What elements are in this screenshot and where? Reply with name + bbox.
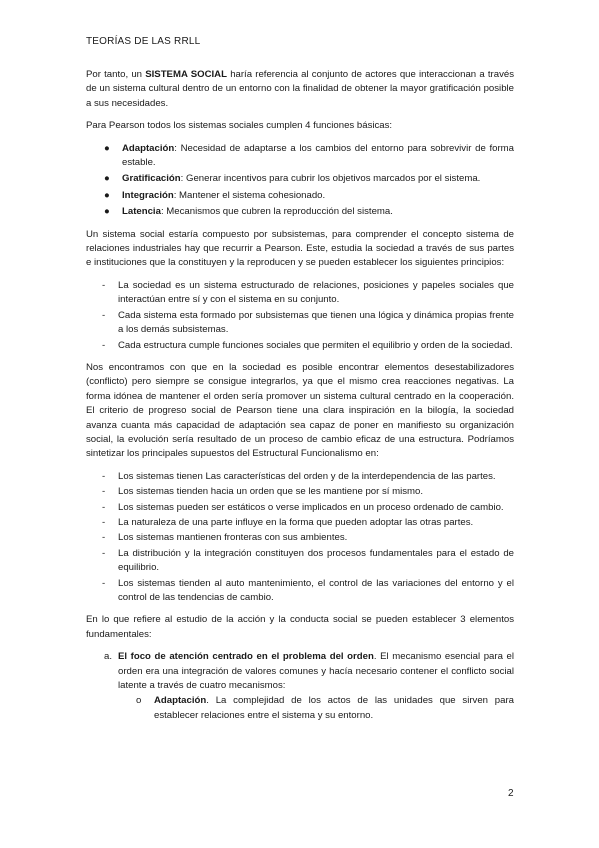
dash-marker: -: [102, 547, 106, 559]
text-span: : Necesidad de adaptarse a los cambios del entorno para sobrevivir de forma estable.: [122, 142, 514, 169]
principles-list: [86, 279, 514, 353]
dash-marker: -: [102, 532, 106, 544]
text-span: Los sistemas tienen Las características del orden y de la interdependencia de las partes.: [118, 470, 496, 482]
list-item: [86, 172, 514, 186]
dash-marker: -: [102, 309, 106, 321]
list-item: [86, 142, 514, 171]
text-span: : Generar incentivos para cubrir los objetivos marcados por el sistema.: [180, 173, 481, 185]
bold-term: Integración: [122, 189, 174, 201]
circle-marker: o: [136, 695, 142, 707]
bold-term: Adaptación: [122, 142, 175, 154]
text-span: Cada estructura cumple funciones sociales que permiten el equilibrio y orden de la sociedad.: [118, 339, 513, 351]
page-header: TEORÍAS DE LAS RRLL: [86, 36, 201, 47]
dash-marker: -: [102, 501, 106, 513]
list-item: [86, 531, 514, 545]
assumptions-list: [86, 470, 514, 606]
functions-list: [86, 142, 514, 220]
list-item: [86, 205, 514, 219]
text-span: : Mantener el sistema cohesionado.: [173, 189, 326, 201]
dash-marker: -: [102, 486, 106, 498]
text-span: La sociedad es un sistema estructurado de relaciones, posiciones y papeles sociales que interactúan entre sí y con el sistema en su conjunto.: [118, 279, 514, 306]
text-span: Los sistemas pueden ser estáticos o verse implicados en un proceso ordenado de cambio.: [118, 501, 504, 513]
bullet-icon: ●: [104, 189, 110, 201]
list-item: [86, 279, 514, 308]
text-span: Cada sistema esta formado por subsistemas que tienen una lógica y dinámica propias frente a los demás subsistemas.: [118, 309, 514, 336]
bullet-icon: ●: [104, 173, 110, 185]
list-item: [86, 309, 514, 338]
dash-marker: -: [102, 577, 106, 589]
text-span: . La complejidad de los actos de las unidades que sirven para establecer relaciones entre el sistema y su entorno.: [154, 695, 514, 721]
text-span: . El mecanismo esencial para el orden era una integración de valores comunes y hacía necesario contener el conflicto social latente a través de cuatro mecanismos:: [118, 651, 514, 692]
list-item: [86, 650, 514, 723]
list-item: [86, 501, 514, 515]
text-span: haría referencia al conjunto de actores que interaccionan a través de un sistema cultural dentro de un entorno con la finalidad de obtener la mayor gratificación posible a sus necesidades.: [86, 69, 514, 109]
page-number: 2: [508, 788, 514, 799]
dash-marker: -: [102, 470, 106, 482]
paragraph-funciones-intro: Para Pearson todos los sistemas sociales cumplen 4 funciones básicas:: [86, 120, 393, 132]
list-item: [86, 339, 514, 353]
bold-term: Adaptación: [154, 695, 207, 707]
text-span: Los sistemas tienden al auto mantenimiento, el control de las variaciones del entorno y el control de las tendencias de cambio.: [118, 577, 514, 603]
text-span: La distribución y la integración constituyen dos procesos fundamentales para el estado de equilibrio.: [118, 547, 514, 574]
text-span: Por tanto, un: [86, 69, 146, 80]
sub-list: [118, 694, 514, 723]
paragraph-accion-social: En lo que refiere al estudio de la acción y la conducta social se pueden establecer 3 elementos fundamentales:: [86, 614, 514, 640]
text-span: Los sistemas mantienen fronteras con sus ambientes.: [118, 532, 348, 544]
bold-term: El foco de atención centrado en el problema del orden: [118, 651, 374, 663]
list-item: [86, 470, 514, 484]
text-span: Los sistemas tienden hacia un orden que se les mantiene por sí mismo.: [118, 486, 424, 498]
paragraph-sistema-social: [86, 68, 514, 111]
text-span: La naturaleza de una parte influye en la forma que pueden adoptar las otras partes.: [118, 516, 474, 528]
dash-marker: -: [102, 516, 106, 528]
list-item: [86, 577, 514, 606]
page-content: [86, 68, 514, 731]
list-item: [86, 485, 514, 499]
list-item: [86, 189, 514, 203]
list-item: [86, 516, 514, 530]
dash-marker: -: [102, 339, 106, 351]
bold-term: SISTEMA SOCIAL: [145, 69, 227, 80]
bold-term: Latencia: [122, 206, 161, 218]
paragraph-subsistemas: Un sistema social estaría compuesto por subsistemas, para comprender el concepto sistema de relaciones industriales hay que recurrir a Pearson. Este, estudia la sociedad a través de sus partes e instituciones que la constituyen y la reproducen y se pueden establecer los siguientes principios:: [86, 228, 514, 269]
list-marker: a.: [104, 651, 113, 663]
dash-marker: -: [102, 279, 106, 291]
bullet-icon: ●: [104, 142, 110, 154]
text-span: : Mecanismos que cubren la reproducción del sistema.: [160, 206, 393, 218]
bold-term: Gratificación: [122, 173, 181, 185]
list-item: [118, 694, 514, 723]
paragraph-conflicto: Nos encontramos con que en la sociedad es posible encontrar elementos desestabilizadores (conflicto) pero siempre se consigue integrarlos, ya que el mismo crea reacciones negativas. La forma idónea de mantener el orden sería promover un sistema cultural centrado en la cooperación. El criterio de progreso social de Pearson tiene una clara inspiración en la bilogía, la sociedad avanza cuanta más capacidad de adaptación sea capaz de poner en manifiesto su organización social, la evolución sería resultado de un proceso de cambio eficaz de una estructura. Podríamos sintetizar los principales supuestos del Estructural Funcionalismo en:: [86, 361, 514, 460]
list-item: [86, 547, 514, 576]
elements-list: [86, 650, 514, 723]
bullet-icon: ●: [104, 206, 110, 218]
